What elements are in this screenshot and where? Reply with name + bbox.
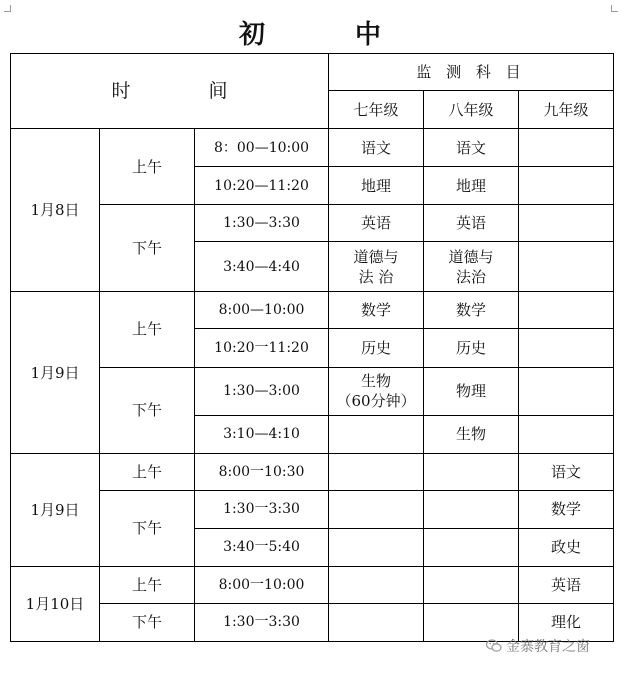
watermark-text: 金寨教育之窗 — [506, 639, 590, 655]
header-time-part2: 间 — [208, 80, 228, 103]
title-part-2: 中 — [355, 20, 384, 50]
grade7-cell — [329, 415, 424, 453]
grade7-cell-line1: 道德与 — [353, 247, 399, 266]
grade8-cell — [424, 566, 519, 603]
grade9-cell — [519, 167, 614, 205]
grade8-cell — [424, 453, 519, 490]
time-cell: 8:00—10:00 — [195, 292, 329, 329]
time-cell: 8:00一10:00 — [195, 566, 329, 603]
grade7-cell: 历史 — [329, 329, 424, 367]
grade7-cell: 语文 — [329, 129, 424, 167]
grade7-cell: 英语 — [329, 205, 424, 242]
header-time — [11, 54, 329, 129]
grade8-cell-line2: 法治 — [456, 267, 487, 286]
time-cell: 10:20—11:20 — [195, 167, 329, 205]
header-grade9: 九年级 — [519, 91, 614, 129]
page-title — [0, 14, 622, 51]
grade8-cell: 英语 — [424, 205, 519, 242]
grade7-cell-line1: 生物 — [361, 372, 392, 391]
grade7-cell — [329, 603, 424, 641]
grade8-cell: 数学 — [424, 292, 519, 329]
grade8-cell: 生物 — [424, 415, 519, 453]
grade7-cell — [329, 367, 424, 415]
grade8-cell: 历史 — [424, 329, 519, 367]
grade9-cell: 英语 — [519, 566, 614, 603]
period-cell: 下午 — [100, 603, 195, 641]
period-cell: 上午 — [100, 453, 195, 490]
grade9-cell — [519, 329, 614, 367]
table-row — [11, 453, 614, 490]
grade7-cell — [329, 242, 424, 292]
page-corner-mark-right — [611, 5, 618, 12]
grade9-cell — [519, 242, 614, 292]
time-cell: 10:20一11:20 — [195, 329, 329, 367]
period-cell: 上午 — [100, 566, 195, 603]
grade9-cell — [519, 367, 614, 415]
header-grade7: 七年级 — [329, 91, 424, 129]
watermark — [486, 636, 590, 656]
table-row — [11, 490, 614, 528]
date-cell: 1月9日 — [11, 453, 100, 566]
grade7-cell: 地理 — [329, 167, 424, 205]
grade8-cell — [424, 528, 519, 566]
time-cell: 3:40一5:40 — [195, 528, 329, 566]
period-cell: 下午 — [100, 490, 195, 566]
time-cell: 1:30一3:30 — [195, 490, 329, 528]
grade7-cell: 数学 — [329, 292, 424, 329]
header-subject: 监 测 科 目 — [329, 54, 614, 91]
grade8-cell: 语文 — [424, 129, 519, 167]
grade8-cell-line1: 道德与 — [448, 247, 494, 266]
grade7-cell — [329, 528, 424, 566]
grade9-cell — [519, 415, 614, 453]
period-cell: 下午 — [100, 367, 195, 453]
grade8-cell — [424, 490, 519, 528]
table-row — [11, 205, 614, 242]
exam-schedule-table — [10, 53, 614, 642]
title-part-1: 初 — [238, 20, 267, 50]
time-cell: 8：00—10:00 — [195, 129, 329, 167]
grade9-cell: 语文 — [519, 453, 614, 490]
table-row — [11, 367, 614, 415]
period-cell: 下午 — [100, 205, 195, 292]
date-cell: 1月8日 — [11, 129, 100, 292]
time-cell: 1:30一3:30 — [195, 603, 329, 641]
period-cell: 上午 — [100, 292, 195, 367]
grade7-cell — [329, 490, 424, 528]
grade8-cell — [424, 242, 519, 292]
date-cell: 1月9日 — [11, 292, 100, 453]
time-cell: 3:10—4:10 — [195, 415, 329, 453]
grade9-cell: 政史 — [519, 528, 614, 566]
grade7-cell-line2: （60分钟） — [336, 392, 416, 411]
grade7-cell — [329, 453, 424, 490]
page-corner-mark-left — [4, 5, 11, 12]
grade8-cell: 地理 — [424, 167, 519, 205]
grade7-cell-line2: 法 治 — [358, 267, 394, 286]
table-row — [11, 292, 614, 329]
time-cell: 1:30—3:00 — [195, 367, 329, 415]
date-cell: 1月10日 — [11, 566, 100, 641]
time-cell: 1:30—3:30 — [195, 205, 329, 242]
grade9-cell: 理化 — [519, 603, 614, 641]
table-row — [11, 129, 614, 167]
header-grade8: 八年级 — [424, 91, 519, 129]
grade9-cell — [519, 292, 614, 329]
grade7-cell — [329, 566, 424, 603]
grade9-cell — [519, 129, 614, 167]
header-time-part1: 时 — [111, 80, 131, 103]
wechat-icon — [486, 639, 502, 653]
time-cell: 3:40—4:40 — [195, 242, 329, 292]
grade9-cell — [519, 205, 614, 242]
grade8-cell: 物理 — [424, 367, 519, 415]
time-cell: 8:00一10:30 — [195, 453, 329, 490]
table-row — [11, 566, 614, 603]
period-cell: 上午 — [100, 129, 195, 205]
grade9-cell: 数学 — [519, 490, 614, 528]
